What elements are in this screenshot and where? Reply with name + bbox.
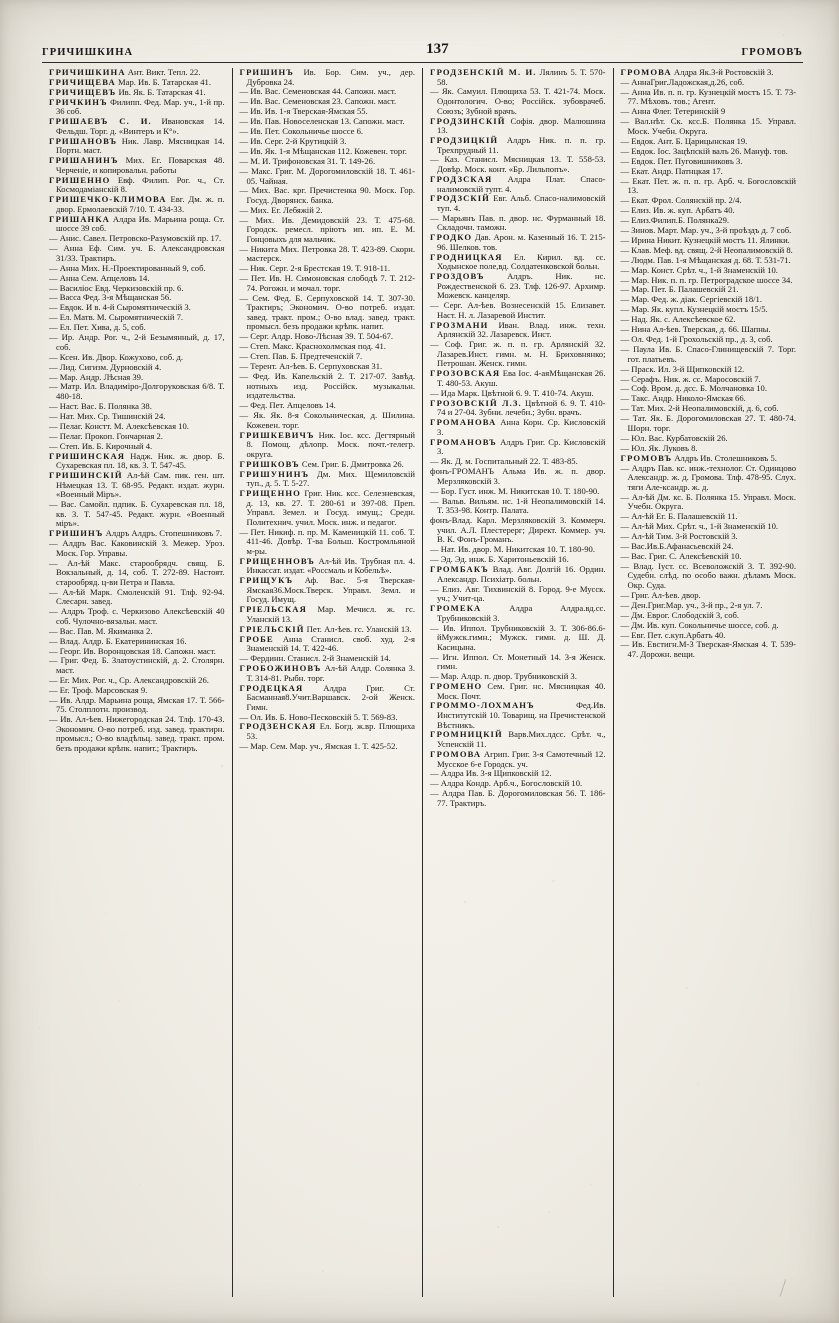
directory-entry: — Мих. Ег. Лебяжiй 2. (239, 204, 323, 215)
directory-entry: — Алдръ Вас. Каковинскiй 3. Межер. Уроз. Моск. Гор. Управы. (49, 538, 225, 558)
directory-entry: ГРИШИНСКАЯ Надж. Ник. ж. двор. Б. Сухаревская пл. 18, кв. 3. Т. 547-45. (49, 450, 225, 471)
paper-speck (345, 268, 347, 270)
directory-entry: — Ив. Як. 1-я Мѣщанская 112. Кожевен. торг. (239, 146, 407, 157)
paper-speck (484, 518, 485, 519)
paper-speck (224, 808, 225, 809)
directory-entry: — Евдок. Ант. Б. Царицынская 19. (620, 135, 748, 146)
directory-entry: ГРОДЗЕНСКIЙ М. И. Лялинъ 5. Т. 570-58. (430, 67, 606, 87)
directory-entry: — Евдок. И в. 4-й Сыромятническiй 3. (49, 302, 191, 313)
directory-entry: — Ив. Вас. Семеновская 44. Сапожн. маст. (239, 86, 397, 97)
directory-entry: — Евдок. Iос. Зацѣпскiй валъ 26. Мануф. тов. (620, 145, 788, 156)
directory-entry: — Ол. Фед. 1-й Грохольскiй пр., д. 3, соб. (620, 334, 773, 345)
directory-entry: — Вал.нѣт. Ск. ксс.Б. Полянка 15. Управл. Моск. Учебн. Округа. (620, 116, 796, 136)
directory-entry: ГРОМАНОВЪ Алдръ Григ. Ср. Кисловскiй 3. (430, 436, 606, 457)
directory-entry: — Лид. Сигизм. Дурновскiй 4. (49, 361, 162, 372)
text-column-4 (613, 68, 804, 1297)
directory-entry: ГРОДКО Дав. Арон. м. Казенный 16. Т. 215-96. Шелков. тов. (430, 232, 606, 252)
directory-entry: ГРИЩУКЪ Аф. Вас. 5-я Тверская-Ямская36.Моск.Тверск. Управл. Земл. и Госуд. Имущ. (239, 575, 415, 605)
directory-entry: — Ел. Пет. Хива, д. 5, соб. (49, 322, 146, 333)
directory-entry: — Ксен. Ив. Двор. Кожухово, соб. д. (49, 351, 183, 362)
directory-entry: — Алдра Пав. Б. Дорогомиловская 56. Т. 186-77. Трактиръ. (430, 788, 606, 808)
directory-entry: ГРИЧКИНЪ Филипп. Фед. Мар. уч., 1-й пр. 36 соб. (49, 96, 225, 117)
directory-entry: — Людм. Пав. 1-я Мѣщанская д. 68. Т. 531-71. (620, 254, 791, 265)
directory-entry: — Пет. Ив. Н. Симоновская слободѣ 7. Т. 212-74. Рогожн. и мочал. торг. (239, 273, 415, 293)
directory-entry: — Мар. Ник. п. п. гр. Петроградское шоссе 34. (620, 274, 793, 285)
directory-entry: — Ник. Серг. 2-я Брестская 19. Т. 918-11. (239, 263, 391, 274)
directory-entry: — Ив. Иппол. Трубниковскiй 3. Т. 306-86.6-йМужск.гимн.; Мужск. гимн. д. Ш. Д. Касицына. (430, 622, 606, 652)
directory-entry: — Юл. Вас. Курбатовскiй 26. (620, 432, 728, 443)
directory-entry: — Над. Як. с. Алексѣевское 62. (620, 314, 736, 325)
directory-entry: ГРОМЕКА Алдра Алдра.вд.сс. Трубниковскiй 3. (430, 603, 606, 623)
directory-entry: ГРИШИНСКIЙ Ал-ѣй Сам. пик. ген. шт. Нѣмецкая 13. Т. 68-95. Редакт. издат. журн. «Военный Мiръ». (49, 470, 225, 500)
directory-entry: — Анис. Савел. Петровско-Разумовскiй пр. 17. (49, 233, 222, 244)
paper-speck (118, 1000, 120, 1002)
paper-speck (553, 735, 554, 736)
header-left-guideword: ГРИЧИШКИНА (42, 47, 134, 58)
paper-speck (750, 122, 753, 125)
directory-entry: — Фед. Пет. Апцеловъ 14. (239, 400, 336, 411)
directory-entry: — Алдра Кондр. Арб.ч., Богословскiй 10. (430, 778, 583, 789)
directory-entry: — Ив. Пет. Сокольничье шоссе 6. (239, 126, 364, 137)
directory-entry: ГРОДЗЕНСКАЯ Ел. Богд. ж.вр. Плющиха 53. (239, 721, 415, 742)
paper-speck (697, 1082, 699, 1084)
directory-entry: — Серафъ. Ник. ж. сс. Маросовскiй 7. (620, 373, 761, 384)
directory-entry: ГРИЧИШКИНА Ант. Викт. Тепл. 22. (49, 67, 201, 77)
directory-entry: — Бор. Густ. инж. М. Никитская 10. Т. 180-90. (430, 485, 600, 496)
directory-entry: — Нина Ал-ѣев. Тверская, д. 66. Шапны. (620, 324, 771, 335)
directory-entry: ГРОМАНОВА Анна Корн. Ср. Кисловскiй 3. (430, 417, 606, 437)
directory-entry: фонъ-ГРОМАНЪ Альма Ив. ж. п. двор. Мерзляковскiй 3. (430, 466, 606, 486)
directory-entry: ГРОЗДОВЪ Алдръ. Ник. нс. Рождественской 6. 23. Тлф. 126-97. Архимр. Можевск. канцеляр. (430, 271, 606, 301)
directory-entry: ГРИШИНЪ Алдръ Алдръ. Стопешниковъ 7. (49, 528, 222, 539)
directory-entry: — Ел. Матв. М. Сыромятническiй 7. (49, 312, 184, 323)
directory-entry: ГРОДЗСКIЙ Евг. Альб. Спасо-налимовскiй туп. 4. (430, 193, 606, 213)
directory-entry: — Як. Д. м. Госпитальный 22. Т. 483-85. (430, 456, 578, 467)
directory-entry: — Елиз. Ив. ж. куп. Арбатъ 40. (620, 204, 735, 215)
directory-entry: — Пелаг. Констт. М. Алексѣевская 10. (49, 420, 189, 431)
paper-speck (738, 512, 740, 514)
directory-entry: — Ал-ѣй Мих. Срѣт. ч., 1-й Знаменскiй 10. (620, 521, 779, 531)
directory-entry: — Мар. Алдр. п. двор. Трубниковскiй 3. (430, 671, 577, 682)
directory-entry: ГРИШУНИНЪ Дм. Мих. Щемиловскiй туп., д. 5. Т. 5-27. (239, 468, 415, 489)
directory-entry: — АннаГриг.Ладожская,д.26, соб. (620, 76, 745, 87)
directory-entry: — Евг. Пет. с.куп.Арбатъ 40. (620, 629, 726, 640)
text-column-2 (232, 68, 423, 1297)
directory-entry: ГРОЗОВСКАЯ Ева Iос. 4-аяМѣщанская 26. Т. 480-53. Акуш. (430, 368, 606, 388)
directory-entry: — Ив. Ив. 1-я Тверская-Ямская 55. (239, 106, 368, 117)
directory-entry: — Ал-ѣй Макс. старообрядч. свящ. Б. Вокзальный, д. 14, соб. Т. 272-89. Настоят. старообряд. ц-ви Петра и Павла. (49, 557, 225, 587)
directory-entry: — Нат. Мих. Ср. Тишинскiй 24. (49, 410, 166, 421)
directory-entry: — Влад. Алдр. Б. Екатерининская 16. (49, 635, 187, 646)
directory-entry: ГРИШАНКА Алдра Ив. Марьина роща. Ст. шоссе 39 соб. (49, 213, 225, 234)
directory-entry: фонъ-Влад. Карл. Мерзляковскiй 3. Коммерч. учил. А.Л. Плестерерг; Директ. Коммер. уч. В. К. Фонъ-Громанъ. (430, 515, 606, 545)
directory-entry: — Тат. Мих. 2-й Неопалимовскiй, д. 6, соб. (620, 403, 779, 414)
directory-entry: — Як. Як. 8-я Сокольническая, д. Шилина. Кожевен. торг. (239, 410, 415, 430)
page-header (42, 36, 803, 58)
directory-entry: — Ив. Ал-ѣев. Нижегородская 24. Тлф. 170-43. Экономич. О-во потреб. изд. завед. трактирн. промысл.; О-во владѣльц. завед. тракт. пром. безъ продажи крѣпк. напит.; Трактиръ. (49, 714, 225, 753)
directory-entry: — М. И. Трифоновская 31. Т. 149-26. (239, 156, 376, 167)
directory-entry: — Анна Сем. Апцеловъ 14. (49, 272, 150, 283)
directory-entry: — Елиз.Филип.Б. Полянка29. (620, 214, 730, 225)
header-right-guideword: ГРОМОВЪ (741, 47, 803, 58)
directory-entry: — Вас. Григ. С. Алексѣевскiй 10. (620, 550, 742, 561)
header-rule (42, 62, 803, 63)
text-column-3 (422, 68, 613, 1297)
page-number: 137 (426, 41, 449, 57)
text-column-1 (42, 68, 232, 1297)
paper-speck (520, 603, 521, 604)
directory-entry: — Ив. Серг. 2-й Крутицкiй 3. (239, 136, 347, 147)
directory-entry: — Соф. Григ. ж. п. п. гр. Арлянскiй 32. Лазарев.Инст. гимн. м. Н. Бриховнянко; Петрошан. Женск. гимн. (430, 339, 606, 369)
directory-entry: — Юл. Як. Луковъ 8. (620, 442, 698, 453)
directory-entry: ГРИШЕННО Евф. Филип. Рог. ч., Ст. Космодамiанскiй 8. (49, 174, 225, 195)
directory-entry: — Ирина Никит. Кузнецкiй мостъ 11. Ялинки. (620, 234, 790, 245)
directory-entry: — Григ. Фед. Б. Златоустинскiй, д. 2. Столярн. маст. (49, 655, 225, 675)
directory-entry: — Пет. Никиф. п. пр. М. Каменицкiй 11. соб. Т. 411-46. Довѣр. Т-ва Больш. Костромльяной м-ры. (239, 526, 415, 556)
directory-entry: — Ал-ѣй Дм. кс. Б. Полянка 15. Управл. Моск. Учебн. Округа. (620, 491, 796, 512)
paper-speck (585, 720, 586, 721)
directory-entry: — Матр. Ил. Владимiро-Долгоруковская 6/8. Т. 480-18. (49, 381, 225, 402)
directory-entry: — Мар. Конст. Срѣт. ч., 1-й Знаменскiй 10. (620, 264, 778, 275)
directory-entry: ГРОДЗСКАЯ Алдра Плат. Спасо-налимовскiй тупт. 4. (430, 173, 606, 194)
directory-entry: — Пелаг. Прокоп. Гончарная 2. (49, 430, 163, 441)
directory-entry: — Клав. Меф. вд. свящ. 2-й Неопалимовскiй 8. (620, 244, 793, 255)
directory-entry: ГРИШАНОВЪ Ник. Лавр. Мясницкая 14. Портн. маст. (49, 135, 225, 156)
directory-entry: ГРОМБАКЪ Влад. Авг. Долгiй 16. Ордин. Александр. Психiатр. больн. (430, 564, 606, 584)
directory-entry: — Никита Мих. Петровка 28. Т. 423-89. Скорн. мастерск. (239, 243, 415, 264)
directory-entry: ГРИЧИЩЕВЪ Ив. Як. Б. Татарская 41. (49, 86, 206, 97)
directory-entry: ГРОБОЖИНОВЪ Ал-ѣй Алдр. Солянка 3. Т. 314-81. Рыбн. торг. (239, 663, 415, 683)
directory-entry: — Васса Фед. 3-я Мѣщанская 56. (49, 292, 172, 303)
directory-entry: — Игн. Иппол. Ст. Монетный 14. 3-я Женск. гимн. (430, 651, 606, 672)
directory-entry: ГРИЩЕННО Григ. Ник. ксс. Селезневская, д. 13, кв. 27. Т. 280-61 и 397-08. Преп. Управл. Земел. и Госуд. имущ.; Средн. Политехнич. учил. Моск. инж. и педагог. (239, 488, 415, 527)
directory-entry: — Нат. Ив. двор. М. Никитская 10. Т. 180-90. (430, 544, 595, 555)
directory-entry: — Ол. Ив. Б. Ново-Песковскiй 5. Т. 569-83. (239, 711, 398, 722)
directory-entry: ГРОМНИЦКIЙ Варв.Мих.лдсс. Срѣт. ч., Успенскiй 11. (430, 729, 606, 750)
directory-entry: — Евдок. Пет. Пуговишниковъ 3. (620, 155, 743, 166)
directory-entry: — Ида Марк. Цвѣтной 6. 9. Т. 410-74. Акуш. (430, 387, 594, 398)
paper-speck (37, 517, 38, 518)
directory-entry: — Анна Флег. Тетеринскiй 9 (620, 106, 726, 117)
directory-entry: — Ив. Евстигн.М-3 Тверская-Ямская 4. Т. 539-47. Дорожн. вещи. (620, 639, 796, 660)
directory-entry: — Георг. Ив. Воронцовская 18. Сапожн. маст. (49, 645, 216, 656)
directory-entry: — Ден.Григ.Мар. уч., 3-й пр., 2-я ул. 7. (620, 599, 763, 610)
directory-entry: — Каз. Станисл. Мясницкая 13. Т. 558-53. Довѣр. Моск. конт. «Бр. Лильпопъ». (430, 154, 606, 175)
paper-speck (522, 736, 524, 738)
directory-entry: ГРИШАНИНЪ Мих. Ег. Поварская 48. Черченiе, и копировальн. работы (49, 155, 225, 175)
directory-entry: — Григ. Ал-ѣев. двор. (620, 589, 701, 600)
paper-speck (686, 987, 688, 989)
directory-entry: — Степ. Ив. Б. Кирочный 4. (49, 440, 153, 451)
directory-entry: — Эд. Эд. инж. Б. Харитоньевскiй 16. (430, 554, 569, 565)
directory-entry: — Соф. Вром. д. дсс. Б. Молчановка 10. (620, 383, 767, 394)
directory-entry: — Серг. Ал-ѣев. Вознесенскiй 15. Елизавет. Наст. Н. л. Лазаревой Инстит. (430, 300, 606, 320)
directory-entry: — Влад. Iуст. сс. Всеволожскiй 3. Т. 392-90. Судебн. слѣд. по особо важн. дѣламъ Моск. Окр. Суда. (620, 560, 796, 590)
directory-entry: — Дм. Ив. куп. Сокольничье шоссе, соб. д. (620, 619, 779, 630)
directory-entry: ГРИЧИЩЕВА Мар. Ив. Б. Татарская 41. (49, 76, 211, 87)
directory-entry: — Ив. Пав. Новоселенская 13. Сапожн. маст. (239, 116, 405, 127)
directory-entry: — Степ. Пав. Б. Предтеченскiй 7. (239, 351, 363, 362)
directory-entry: — Макс. Григ. М. Дорогомиловскiй 18. Т. 461-05. Чайная. (239, 165, 415, 186)
directory-entry: — Екат. Пет. ж. п. п. гр. Арб. ч. Богословскiй 13. (620, 175, 796, 196)
paper-speck (221, 765, 222, 766)
directory-entry: — Екат. Фрол. Солянскiй пр. 2/4. (620, 195, 742, 206)
directory-entry: ГРОМОВА Алдра Як.3-й Ростовскiй 3. (620, 67, 774, 77)
directory-entry: — Мар. Сем. Мар. уч., Ямская 1. Т. 425-52. (239, 740, 398, 751)
directory-entry: ГРИЩЕННОВЪ Ал-ѣй Ив. Трубная пл. 4. Инкассат. издат. «Росcмаль и Кобельѣ». (239, 555, 415, 576)
directory-entry: — Ег. Троф. Марсовская 9. (49, 684, 148, 695)
column-container (42, 68, 803, 1297)
directory-entry: — Алдръ Троф. с. Черкизово Алексѣевскiй 40 соб. Чулочно-вязальн. маст. (49, 606, 225, 626)
directory-entry: ГРИШЕЧКО-КЛИМОВА Евг. Дм. ж. п. двор. Ермолаевскiй 7/10. Т. 434-33. (49, 194, 225, 214)
paper-speck (461, 402, 464, 405)
directory-entry: ГРОЗОВСКIЙ Л.З. Цвѣтной 6. 9. Т. 410-74 и 27-04. Зубни. лечебн.; Зубн. врачъ. (430, 397, 606, 418)
directory-entry: ГРIЕЛЬСКАЯ Мар. Мечисл. ж. гс. Уланскiй 13. (239, 604, 415, 624)
directory-entry: — Такс. Андр. Николо-Ямская 66. (620, 393, 746, 404)
directory-entry: ГРОДЗИНСКIЙ Софiя. двор. Малюшина 13. (430, 115, 606, 136)
directory-entry: — Паула Ив. Б. Спасо-Глинищевскiй 7. Торг. гот. платьевъ. (620, 344, 796, 364)
directory-entry: ГРОМЕНО Сем. Григ. нс. Мясницкая 40. Моск. Почт. (430, 680, 606, 701)
directory-entry: — Серг. Алдр. Ново-Лѣсная 39. Т. 504-67. (239, 331, 394, 342)
paper-speck (177, 176, 178, 177)
directory-entry: — Анна Мих. Н.-Проектированный 9, соб. (49, 262, 206, 273)
directory-entry: — Терент. Ал-ѣев. Б. Серпуховская 31. (239, 361, 383, 372)
directory-entry: ГРОДЕЦКАЯ Алдра Григ. Ст. Басманная8.Учит.Варшавск. 2-ой Женск. Гимн. (239, 682, 415, 712)
directory-entry: ГРОМОВА Агрип. Григ. 3-я Самотечный 12. Мусское 6-е Городск. уч. (430, 748, 606, 769)
directory-entry: — Вас. Пав. М. Якиманка 2. (49, 625, 153, 636)
directory-entry: — Мих. Ив. Демидовскiй 23. Т. 475-68. Городск. ремесл. прiютъ ип. ип. Е. М. Гонцовыхъ для мальчик. (239, 214, 415, 244)
directory-entry: — Вальв. Вильям. нс. 1-й Неопалимовскiй 14. Т. 353-98. Контр. Палата. (430, 495, 606, 516)
directory-entry: — Марьянъ Пав. п. двор. нс. Фурманный 18. Складочн. таможн. (430, 212, 606, 233)
directory-entry: — Вас.Ив.Б.Афанасьевскiй 24. (620, 540, 734, 551)
directory-entry: ГРИШКЕВИЧЪ Ник. Iос. ксс. Дегтярный 8. Помощ. дѣлопр. Моск. почт.-телегр. округа. (239, 429, 415, 459)
directory-entry: ГРИШАЕВЪ С. И. Ивановская 14. Фельдш. Торг. д. «Винтеръ и К°». (49, 116, 225, 136)
directory-entry: — Ив. Алдр. Марьина роща, Ямская 17. Т. 566-75. Столплотн. производ. (49, 694, 225, 715)
directory-entry: — Як. Самуил. Плющиха 53. Т. 421-74. Моск. Одонтологич. О-во; Россiйск. зубоврачеб. Союзъ; Зубной врачъ. (430, 86, 606, 116)
directory-entry: — Ал-ѣй Тим. 3-й Ростовскiй 3. (620, 530, 738, 541)
directory-entry: — Наст. Вас. Б. Полянка 38. (49, 400, 152, 411)
directory-entry: — Фердинн. Станисл. 2-й Знаменскiй 14. (239, 653, 391, 664)
directory-entry: — Зинов. Март. Мар. уч., 3-й проѣздъ д. 7 соб. (620, 224, 792, 235)
directory-entry: — Сем. Фед. Б. Серпуховской 14. Т. 307-30. Трактиръ; Экономич. О-во потреб. издат. завед. тракт. пром.; О-во влад. завед. тракт. промысл. безъ продажи крѣпк. напит. (239, 292, 415, 332)
directory-entry: — Василiос Евд. Черкизовскiй пр. 6. (49, 282, 184, 293)
directory-entry: — Ир. Андр. Рог. ч., 2-й Безымянный, д. 17, соб. (49, 332, 225, 352)
directory-entry: — Екат. Андр. Патнцкая 17. (620, 165, 723, 176)
directory-entry: — Вас. Самойл. пдпик. Б. Сухаревская пл. 18, кв. 3. Т. 547-45. Редакт. журн. «Военный мiръ». (49, 499, 225, 529)
directory-entry: — Алдра Ив. 3-я Щипковскiй 12. (430, 768, 552, 779)
directory-entry: — Мар. Андр. Лѣсная 39. (49, 371, 144, 382)
directory-entry: — Анна Еф. Сим. уч. Б. Александровская 31/33. Трактиръ. (49, 243, 225, 263)
directory-entry: ГРОДНИЦКАЯ Ел. Кирил. вд. сс. Ходынское поле,вд. Солдатенковской больн. (430, 251, 606, 272)
directory-entry: ГРIЕЛЬСКIЙ Пет. Ал-ѣев. гс. Уланскiй 13. (239, 623, 412, 634)
directory-entry: ГРОЗМАНИ Иван. Влад. инж. техн. Арлянскiй 32. Лазаревск. Инст. (430, 319, 606, 340)
directory-entry: — Мар. Пет. Б. Палашевскiй 21. (620, 284, 739, 295)
paper-speck (673, 202, 675, 204)
directory-entry: — Мар. Фед. ж. дiак. Сергiевскiй 18/1. (620, 294, 762, 305)
directory-entry: — Тат. Як. Б. Дорогомиловская 27. Т. 480-74. Шорн. торг. (620, 413, 796, 433)
directory-entry: — Дм. Еврог. Слободскiй 3, соб. (620, 609, 740, 620)
directory-entry: — Степ. Макс. Краснохолмская под. 41. (239, 341, 386, 352)
directory-entry: ГРИШКОВЪ Сем. Григ. Б. Дмитровка 26. (239, 458, 404, 469)
directory-entry: ГРОМОВЪ Алдръ Ив. Столешниковъ 5. (620, 452, 777, 463)
directory-entry: — Ег. Мих. Рог. ч., Ср. Александровскiй 26. (49, 674, 209, 685)
directory-entry: ГРИШИНЪ Ив. Бор. Сим. уч., дер. Дубровка 24. (239, 67, 415, 87)
paper-speck (303, 389, 304, 390)
directory-entry: — Праск. Ил. 3-й Щипковскiй 12. (620, 363, 745, 374)
directory-entry: — Мих. Вас. кpг. Пречистенка 90. Моск. Гор. Госуд. Дворянск. банка. (239, 185, 415, 206)
directory-entry: — Ал-ѣй Марк. Смоленскiй 91. Тлф. 92-94. Слесарн. завед. (49, 586, 225, 607)
directory-entry: — Ив. Вас. Семеновская 23. Сапожн. маст. (239, 96, 397, 107)
directory-entry: ГРОДЗИЦКIЙ Алдръ Ник. п. п. гр. Трехпрудный 11. (430, 135, 606, 155)
directory-entry: — Мар. Як. купл. Кузнецкiй мостъ 15/5. (620, 304, 768, 315)
paper-speck (139, 1184, 140, 1185)
directory-entry: — Фед. Ив. Капельскiй 2. Т. 217-07. Завѣд. нотныхъ изд. Россiйск. музыкальн. издательства. (239, 371, 415, 401)
directory-entry: — Анна Ив. п. п. гр. Кузнецкiй мостъ 15. Т. 73-77. Мѣховъ. тов.; Агент. (620, 86, 796, 107)
paper-speck (319, 522, 320, 523)
directory-entry: ГРОММО-ЛОХМАНЪ Фед.Ив. Институтскiй 10. Товарищ. на Пречистенской Вѣстникъ. (430, 700, 606, 730)
directory-entry: — Алдръ Пав. кс. инж.-технолог. Ст. Одинцово Александр. ж. д. Громова. Тлф. 478-95. Слух. тяги Але-ксандр. ж. д. (620, 462, 796, 492)
directory-entry: — Ал-ѣй Ег. Б. Палашевскiй 11. (620, 511, 738, 522)
directory-entry: ГРОБЕ Анна Станисл. своб. худ. 2-я Знаменскiй 14. Т. 422-46. (239, 633, 415, 654)
directory-entry: — Елиз. Авг. Тихвинскiй 8. Город. 9-е Мусск. уч.; Учит-ца. (430, 583, 606, 604)
